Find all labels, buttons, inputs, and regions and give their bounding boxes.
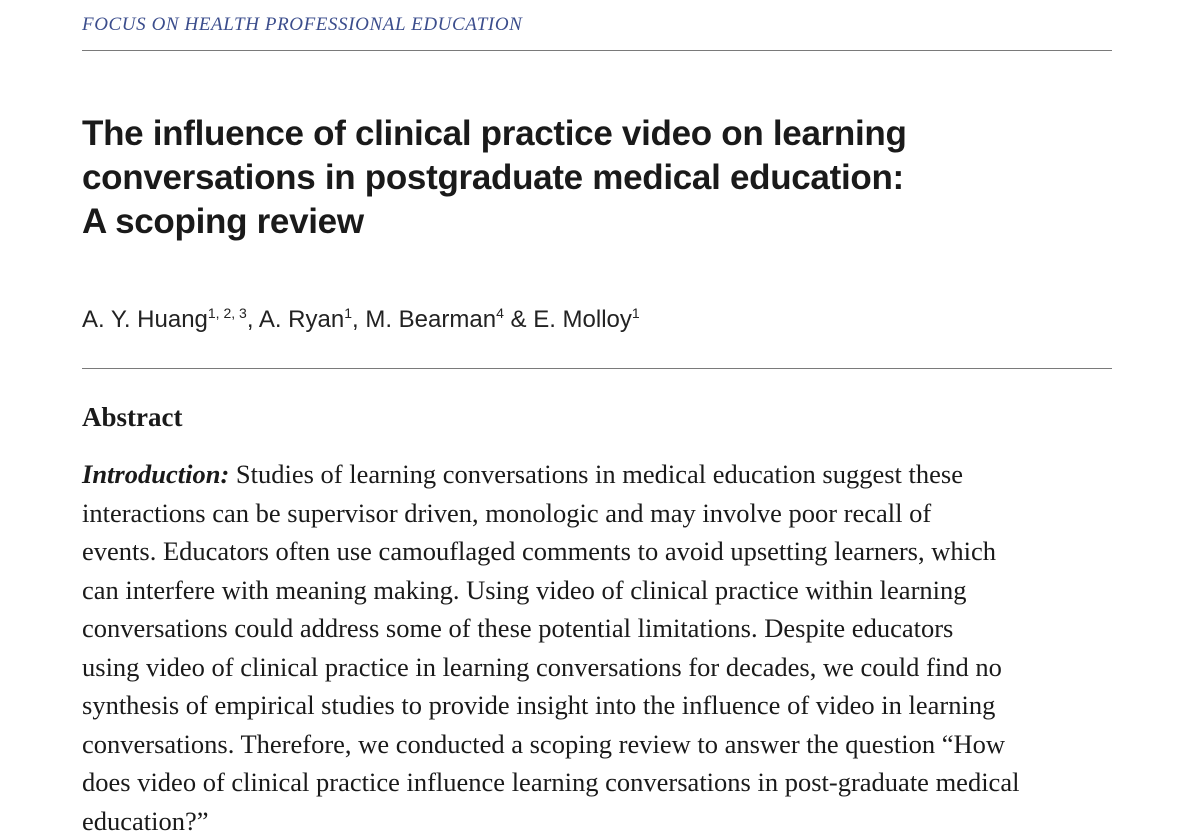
author-affiliation: 4 bbox=[496, 305, 504, 321]
title-line: A scoping review bbox=[82, 200, 1122, 244]
abstract-text: Studies of learning conversations in medical education suggest these bbox=[229, 459, 963, 489]
author-affiliation: 1 bbox=[344, 305, 352, 321]
abstract-line: can interfere with meaning making. Using video of clinical practice within learning bbox=[82, 571, 1122, 610]
title-line: The influence of clinical practice video on learning bbox=[82, 112, 1122, 156]
intro-label: Introduction: bbox=[82, 459, 229, 489]
header-divider bbox=[82, 50, 1112, 51]
author-list bbox=[82, 306, 640, 334]
paper-title bbox=[82, 112, 1122, 244]
abstract-line: education?” bbox=[82, 802, 1122, 840]
author-name: A. Y. Huang bbox=[82, 306, 208, 333]
abstract-line: does video of clinical practice influence learning conversations in post-graduate medical bbox=[82, 763, 1122, 802]
abstract-line: interactions can be supervisor driven, monologic and may involve poor recall of bbox=[82, 494, 1122, 533]
author-name: A. Ryan bbox=[259, 306, 344, 333]
section-header: FOCUS ON HEALTH PROFESSIONAL EDUCATION bbox=[82, 14, 522, 36]
abstract-body bbox=[82, 455, 1122, 840]
authors-divider bbox=[82, 368, 1112, 369]
author-name: M. Bearman bbox=[365, 306, 496, 333]
author-name: E. Molloy bbox=[533, 306, 632, 333]
author-affiliation: 1, 2, 3 bbox=[208, 305, 247, 321]
abstract-line: events. Educators often use camouflaged comments to avoid upsetting learners, which bbox=[82, 532, 1122, 571]
abstract-line: using video of clinical practice in learning conversations for decades, we could find no bbox=[82, 648, 1122, 687]
abstract-line bbox=[82, 455, 1122, 494]
abstract-line: conversations. Therefore, we conducted a scoping review to answer the question “How bbox=[82, 725, 1122, 764]
author-separator: , bbox=[247, 306, 259, 333]
author-separator: & bbox=[504, 306, 533, 333]
abstract-line: conversations could address some of these potential limitations. Despite educators bbox=[82, 609, 1122, 648]
title-line: conversations in postgraduate medical education: bbox=[82, 156, 1122, 200]
author-affiliation: 1 bbox=[632, 305, 640, 321]
abstract-line: synthesis of empirical studies to provide insight into the influence of video in learning bbox=[82, 686, 1122, 725]
author-separator: , bbox=[352, 306, 365, 333]
abstract-heading: Abstract bbox=[82, 402, 182, 433]
